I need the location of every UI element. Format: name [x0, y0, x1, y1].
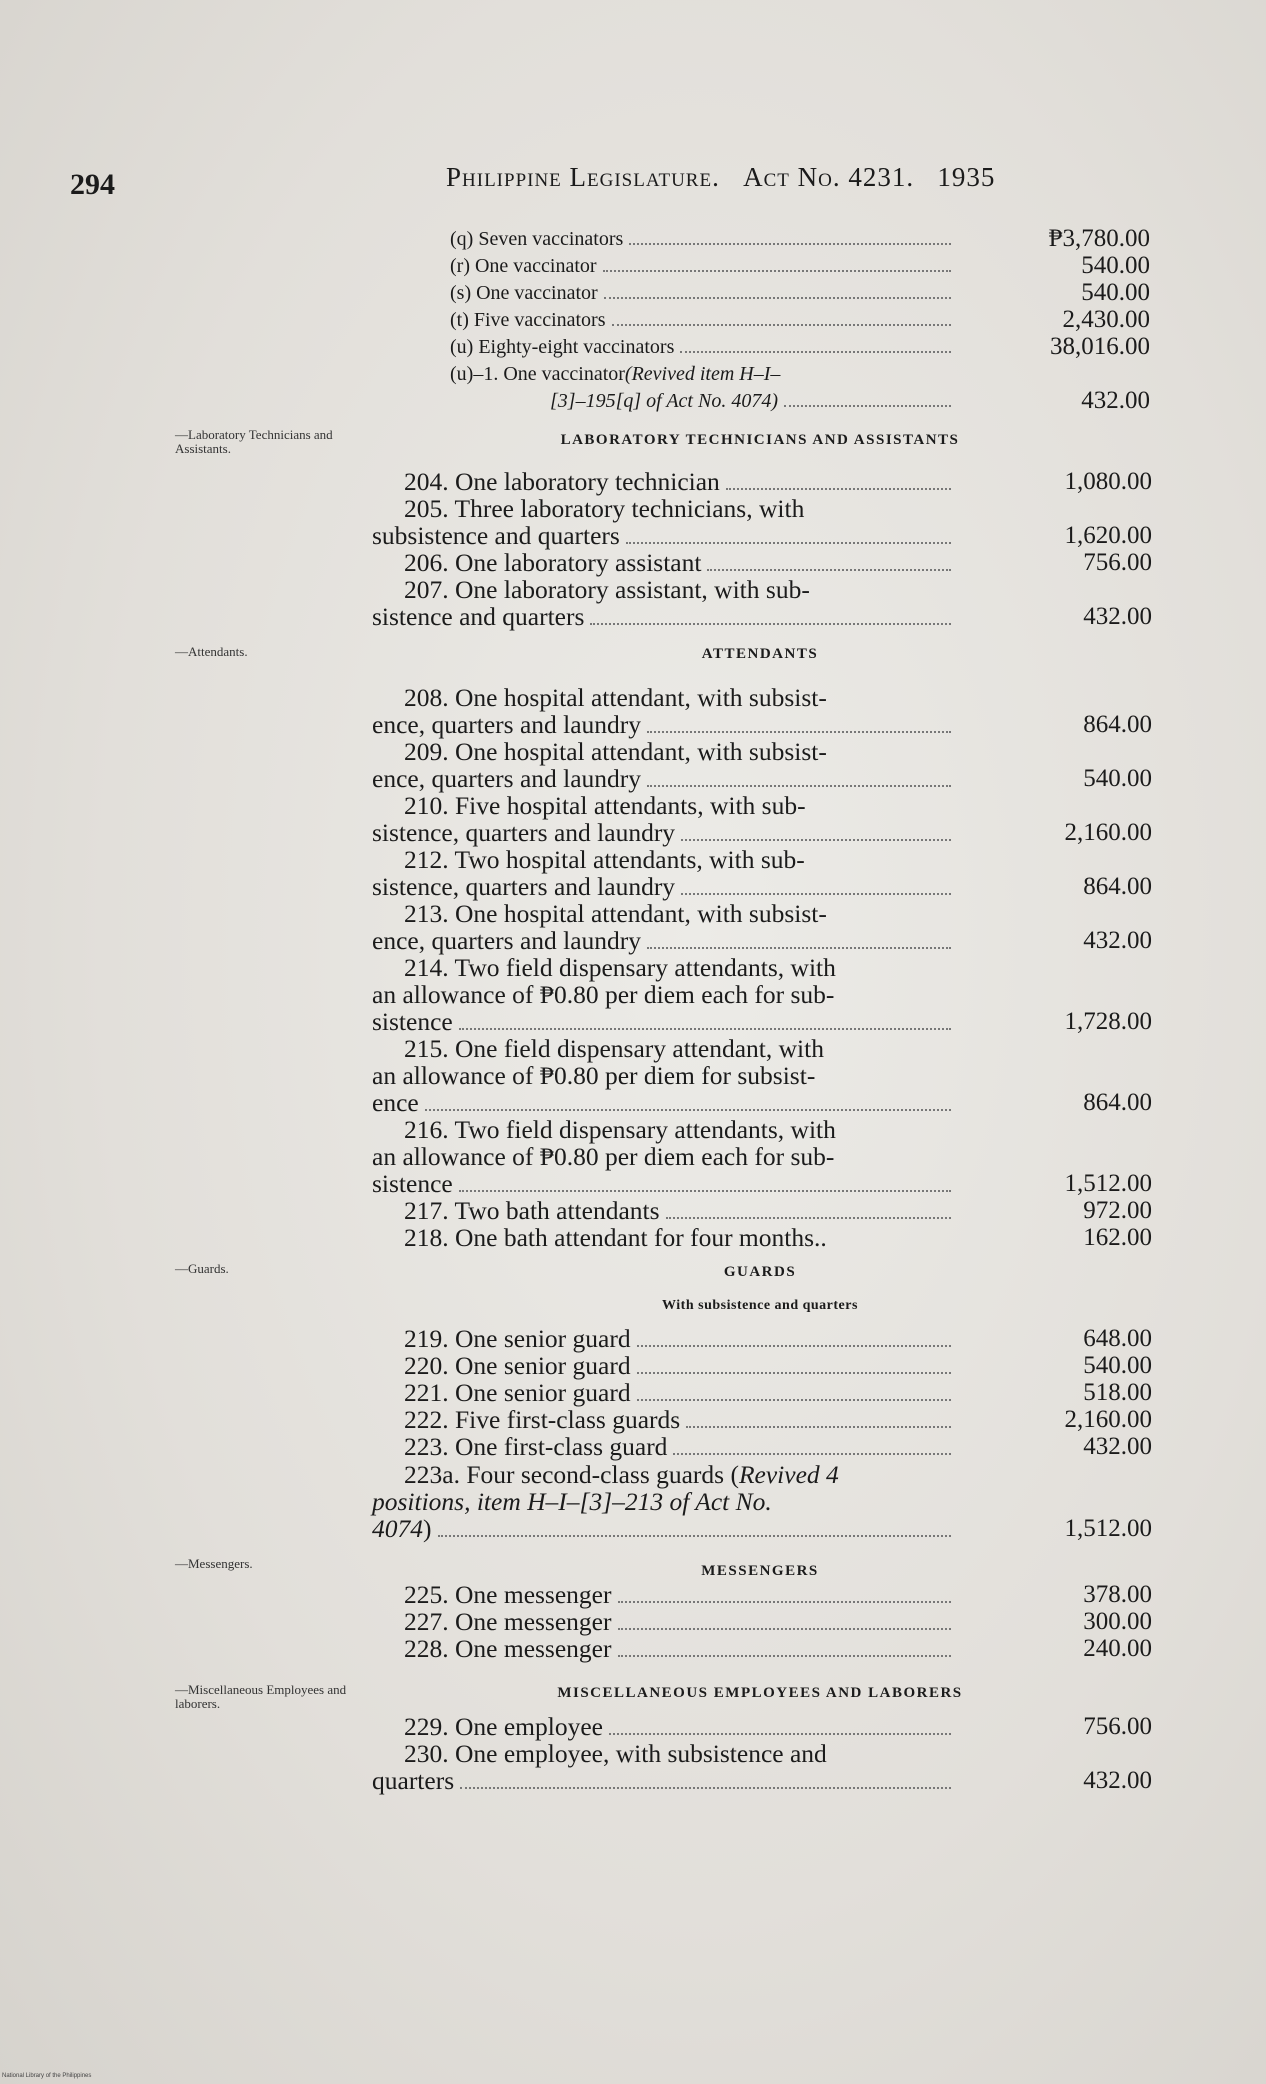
margin-note-laboratory: —Laboratory Technicians and Assistants. — [175, 427, 333, 456]
line-item-225: 225. One messenger 378.00 — [404, 1580, 1152, 1609]
line-item-213: 213. One hospital attendant, with subsist- ence, quarters and laundry 432.00 — [372, 899, 1152, 955]
amount: 38,016.00 — [1050, 333, 1150, 360]
line-item: (t) Five vaccinators 2,430.00 — [450, 306, 1150, 333]
line-item-210: 210. Five hospital attendants, with sub- sistence, quarters and laundry 2,160.00 — [372, 791, 1152, 847]
line-item-207: 207. One laboratory assistant, with sub- sistence and quarters 432.00 — [372, 575, 1152, 631]
amount: ₱3,780.00 — [1048, 225, 1150, 252]
line-item: (s) One vaccinator 540.00 — [450, 279, 1150, 306]
line-item: (r) One vaccinator 540.00 — [450, 252, 1150, 279]
section-heading-messengers: MESSENGERS — [701, 1563, 819, 1579]
section-heading-miscellaneous: MISCELLANEOUS EMPLOYEES AND LABORERS — [557, 1685, 963, 1701]
margin-note-miscellaneous: —Miscellaneous Employees and laborers. — [175, 1682, 347, 1711]
line-item-206: 206. One laboratory assistant 756.00 — [404, 548, 1152, 577]
amount: 2,430.00 — [1062, 306, 1150, 333]
line-item-223: 223. One first-class guard 432.00 — [404, 1432, 1152, 1461]
section-heading-laboratory: LABORATORY TECHNICIANS AND ASSISTANTS — [560, 432, 960, 448]
line-item-228: 228. One messenger 240.00 — [404, 1634, 1152, 1663]
amount: 540.00 — [1081, 279, 1150, 306]
footer-credit: National Library of the Philippines — [2, 2073, 92, 2079]
running-head — [446, 162, 995, 193]
act-number: Act No. 4231. — [743, 162, 915, 192]
amount: 540.00 — [1081, 252, 1150, 279]
line-item: (q) Seven vaccinators ₱3,780.00 — [450, 225, 1150, 252]
line-item: [3]–195[q] of Act No. 4074) 432.00 — [550, 387, 1150, 414]
line-item-230: 230. One employee, with subsistence and quarters 432.00 — [372, 1739, 1152, 1795]
line-item-204: 204. One laboratory technician 1,080.00 — [404, 467, 1152, 496]
line-item-214: 214. Two field dispensary attendants, with an allowance of ₱0.80 per diem each for sub- sistence 1,728.00 — [372, 953, 1152, 1036]
line-item-217: 217. Two bath attendants 972.00 — [404, 1196, 1152, 1225]
line-item-208: 208. One hospital attendant, with subsist- ence, quarters and laundry 864.00 — [372, 683, 1152, 739]
line-item-205: 205. Three laboratory technicians, with subsistence and quarters 1,620.00 — [372, 494, 1152, 550]
section-subheading-guards: With subsistence and quarters — [662, 1298, 858, 1313]
publication-title: Philippine Legislature. — [446, 162, 720, 192]
margin-note-attendants: —Attendants. — [175, 644, 248, 659]
line-item: (u)–1. One vaccinator (Revived item H–I– — [450, 363, 781, 385]
line-item: (u) Eighty-eight vaccinators 38,016.00 — [450, 333, 1150, 360]
line-item-219: 219. One senior guard 648.00 — [404, 1324, 1152, 1353]
line-item-212: 212. Two hospital attendants, with sub- sistence, quarters and laundry 864.00 — [372, 845, 1152, 901]
line-item-220: 220. One senior guard 540.00 — [404, 1351, 1152, 1380]
margin-note-messengers: —Messengers. — [175, 1556, 253, 1571]
section-heading-attendants: ATTENDANTS — [701, 646, 819, 662]
line-item-221: 221. One senior guard 518.00 — [404, 1378, 1152, 1407]
line-item-209: 209. One hospital attendant, with subsist- ence, quarters and laundry 540.00 — [372, 737, 1152, 793]
line-item-218: 218. One bath attendant for four months.. 162.00 — [404, 1223, 1152, 1252]
line-item-227: 227. One messenger 300.00 — [404, 1607, 1152, 1636]
line-item-223a: 223a. Four second-class guards (Revived 4 positions, item H–I–[3]–213 of Act No. 4074 ) 1,512.00 — [372, 1460, 1152, 1543]
line-item-215: 215. One field dispensary attendant, with an allowance of ₱0.80 per diem for subsist- ence 864.00 — [372, 1034, 1152, 1117]
page-number: 294 — [70, 168, 115, 201]
year: 1935 — [937, 162, 996, 192]
margin-note-guards: —Guards. — [175, 1261, 229, 1276]
amount: 432.00 — [1081, 387, 1150, 414]
line-item-229: 229. One employee 756.00 — [404, 1712, 1152, 1741]
line-item-222: 222. Five first-class guards 2,160.00 — [404, 1405, 1152, 1434]
section-heading-guards: GUARDS — [723, 1264, 797, 1280]
line-item-216: 216. Two field dispensary attendants, with an allowance of ₱0.80 per diem each for sub- sistence 1,512.00 — [372, 1115, 1152, 1198]
